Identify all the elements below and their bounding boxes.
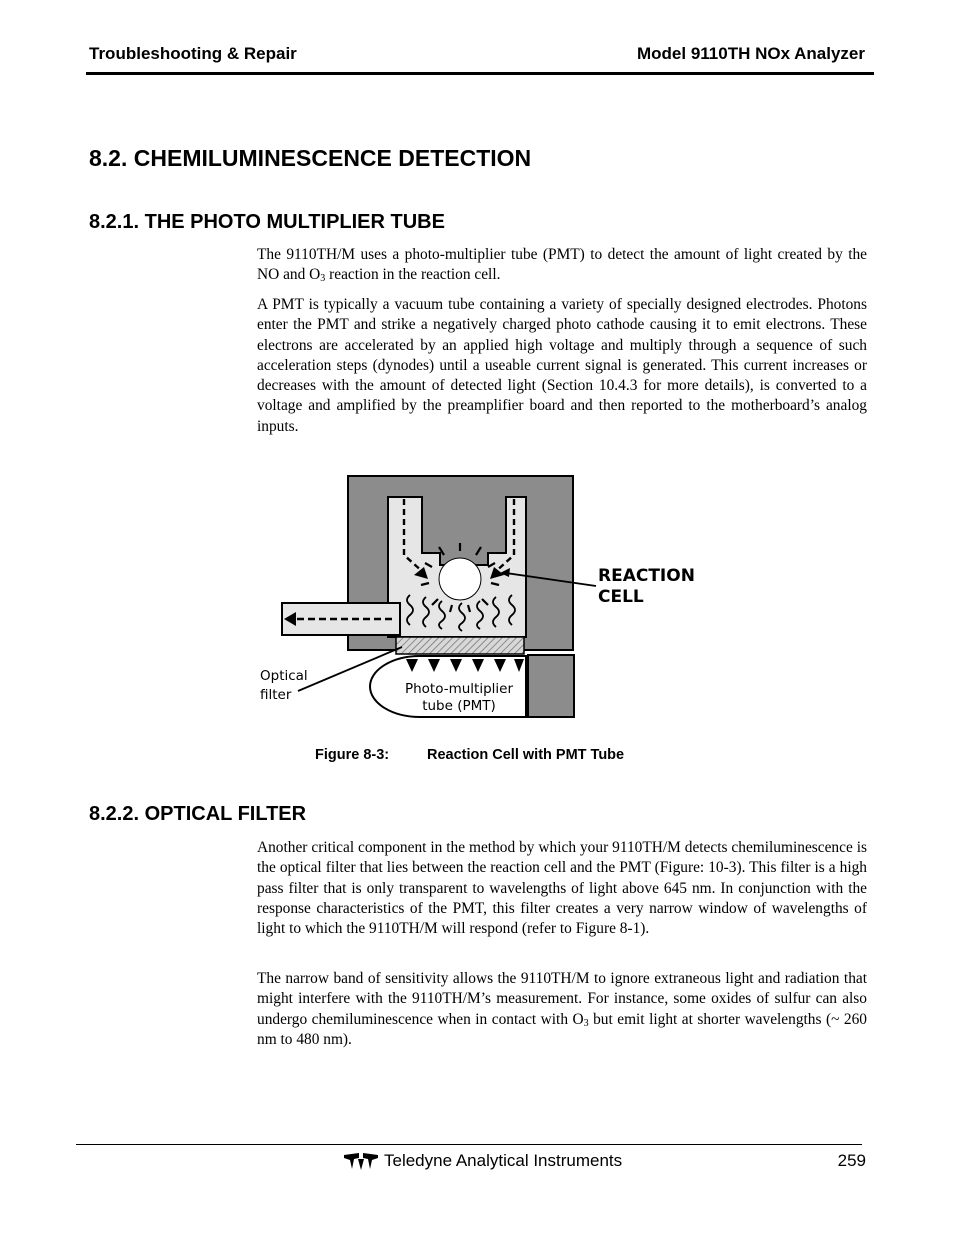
optical-filter-paragraph-1: Another critical component in the method by which your 9110TH/M detects chemiluminescence is the optical filter that lies between the reaction cell and the PMT (Figure: 10-3). This filter is a high pass filter that is only transparent to wavelengths of light above 645 nm. In conjunction with the response characteristics of the PMT, this filter creates a very narrow window of wavelengths of light to which the 9110TH/M will respond (refer to Figure 8-1). [257,839,867,938]
pmt-subheading: 8.2.1. THE PHOTO MULTIPLIER TUBE [89,211,445,233]
optical-filter-label-line1: Optical [260,668,308,684]
reaction-cell-label-line1: REACTION [598,566,695,586]
figure-caption [315,747,624,763]
figure-caption-label: Figure 8-3: [315,747,390,763]
header-model-title: Model 9110TH NOx Analyzer [636,44,865,63]
pmt-paragraph-1: The 9110TH/M uses a photo-multiplier tube (PMT) to detect the amount of light created by the NO and $O_3$ reaction in the reaction cell. [257,246,867,285]
reaction-cell-figure [250,465,710,727]
reaction-glow [439,558,481,600]
footer-company: Teledyne Analytical Instruments [384,1151,623,1170]
header-rule [86,72,874,75]
header-section-title: Troubleshooting & Repair [89,44,297,63]
figure-caption-text: Reaction Cell with PMT Tube [427,747,625,763]
pmt-side-block [528,655,574,717]
section-heading: 8.2. CHEMILUMINESCENCE DETECTION [89,145,532,171]
pmt-label-line1: Photo-multiplier [404,681,514,697]
footer-rule [76,1144,862,1145]
pmt-label-line2: tube (PMT) [422,698,496,714]
optical-filter-label-line2: filter [260,687,292,703]
pmt-paragraph-2: A PMT is typically a vacuum tube containing a variety of specially designed electrodes. Photons enter the PMT and strike a negatively charged photo cathode causing it to emit electrons. These electrons are accelerated by an applied high voltage and multiply through a sequence of such acceleration steps (dynodes) until a useable current signal is generated. This current increases or decreases with the amount of detected light (Section 10.4.3 for more details), is converted to a voltage and amplified by the preamplifier board and then reported to the motherboard’s analog inputs. [257,296,867,435]
teledyne-logo-icon [344,1151,378,1176]
page-number: 259 [837,1151,866,1170]
optical-filter-paragraph-2: The narrow band of sensitivity allows the 9110TH/M to ignore extraneous light and radiation that might interfere with the 9110TH/M’s measurement. For instance, some oxides of sulfur can also undergo chemiluminescence when in contact with $O_3$ but emit light at shorter wavelengths (~ 260 nm to 480 nm). [257,970,867,1048]
optical-filter-subheading: 8.2.2. OPTICAL FILTER [89,803,307,825]
optical-filter [396,637,524,654]
reaction-cell-label-line2: CELL [598,587,644,607]
